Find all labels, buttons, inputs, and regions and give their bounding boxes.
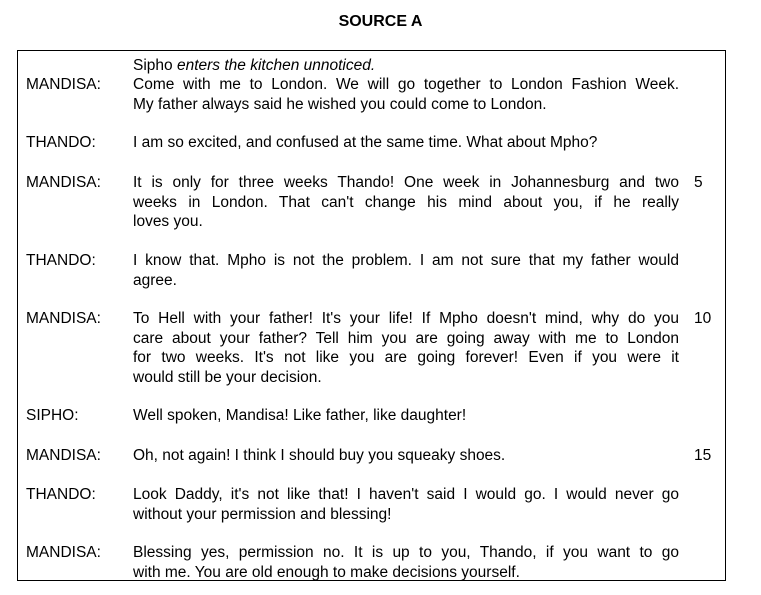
stage-direction <box>133 56 375 75</box>
line-number: 15 <box>694 447 712 464</box>
speech-text: It is only for three weeks Thando! One week in Johannesburg and two weeks in London. That can't change his mind about you, if he really loves you. <box>133 174 679 230</box>
stage-direction-character: Sipho <box>133 57 173 74</box>
speaker-name: MANDISA: <box>26 447 101 464</box>
speech-text: Blessing yes, permission no. It is up to you, Thando, if you want to go with me. You are old enough to make decisions yourself. <box>133 544 679 581</box>
speech-text: I know that. Mpho is not the problem. I am not sure that my father would agree. <box>133 252 679 289</box>
speaker-name: MANDISA: <box>26 310 101 327</box>
speech-text: I am so excited, and confused at the same time. What about Mpho? <box>133 134 598 151</box>
speech-text: To Hell with your father! It's your life! If Mpho doesn't mind, why do you care about your father? Tell him you are going away with me to London for two weeks. It's not like you are going forever! Even if you were it would still be your decision. <box>133 310 679 386</box>
speech-text: Come with me to London. We will go together to London Fashion Week. My father always said he wished you could come to London. <box>133 76 679 113</box>
speaker-name: SIPHO: <box>26 407 79 424</box>
speaker-name: MANDISA: <box>26 76 101 93</box>
speaker-name: THANDO: <box>26 252 96 269</box>
line-number: 10 <box>694 310 712 327</box>
stage-direction-text: enters the kitchen unnoticed. <box>176 57 376 74</box>
line-number: 5 <box>694 174 703 191</box>
speaker-name: THANDO: <box>26 134 96 151</box>
speaker-name: MANDISA: <box>26 174 101 191</box>
speech-text: Look Daddy, it's not like that! I haven't said I would go. I would never go without your permission and blessing! <box>133 486 679 523</box>
speaker-name: THANDO: <box>26 486 96 503</box>
speech-text: Oh, not again! I think I should buy you squeaky shoes. <box>133 447 506 464</box>
source-title: SOURCE A <box>338 13 423 30</box>
speech-text: Well spoken, Mandisa! Like father, like daughter! <box>133 407 467 424</box>
speaker-name: MANDISA: <box>26 544 101 561</box>
